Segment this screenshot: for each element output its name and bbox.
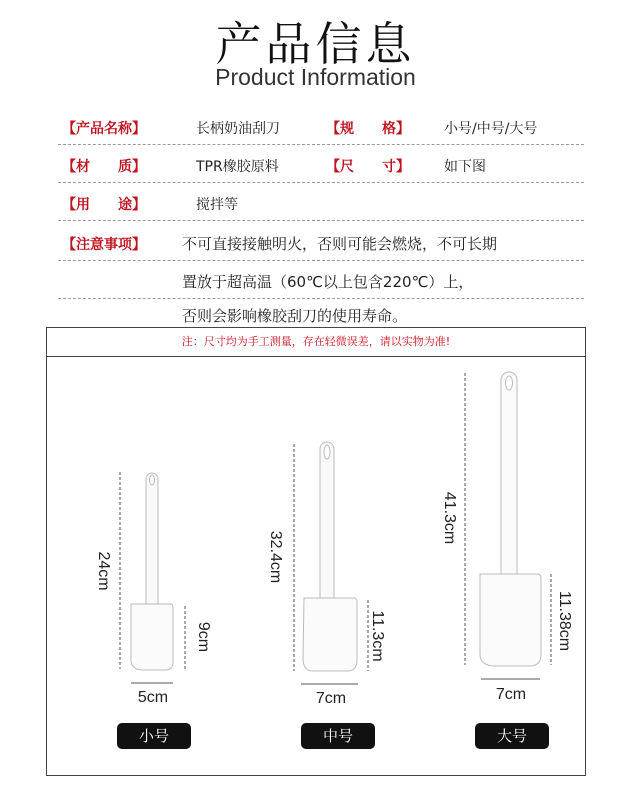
caution-line: 不可直接接触明火，否则可能会燃烧，不可长期 bbox=[182, 235, 498, 253]
spec-label: 【产品名称】 bbox=[62, 121, 146, 137]
dimension-label: 11.3cm bbox=[369, 610, 386, 662]
spec-row-name bbox=[58, 108, 584, 145]
measurement-note: 注：尺寸均为手工测量，存在轻微误差，请以实物为准! bbox=[47, 328, 585, 357]
size-tag-small: 小号 bbox=[117, 723, 191, 749]
spec-label: 【规 格】 bbox=[326, 121, 410, 137]
caution-row-1 bbox=[58, 224, 584, 261]
spec-value: 长柄奶油刮刀 bbox=[196, 121, 280, 137]
size-tag-large: 大号 bbox=[475, 723, 549, 749]
spec-value: 如下图 bbox=[444, 159, 486, 175]
caution-row-2 bbox=[58, 262, 584, 299]
spec-label: 【用 途】 bbox=[62, 197, 146, 213]
spec-value: TPR橡胶原料 bbox=[196, 159, 279, 175]
spec-label: 【尺 寸】 bbox=[326, 159, 410, 175]
caution-line: 置放于超高温（60℃以上包含220℃）上， bbox=[182, 273, 474, 291]
spatula-medium bbox=[303, 442, 357, 671]
caution-line: 否则会影响橡胶刮刀的使用寿命。 bbox=[182, 307, 408, 325]
spatula-illustration bbox=[47, 328, 585, 775]
caution-label: 【注意事项】 bbox=[62, 237, 146, 253]
page-title: 产品信息 bbox=[215, 17, 416, 71]
dimension-label: 9cm bbox=[195, 621, 212, 653]
dimension-label: 41.3cm bbox=[441, 491, 458, 545]
spec-value: 小号/中号/大号 bbox=[444, 121, 538, 137]
dimension-label: 5cm bbox=[137, 689, 169, 706]
spec-value: 搅拌等 bbox=[196, 197, 238, 213]
spec-row-material bbox=[58, 146, 584, 183]
dimension-label: 11.38cm bbox=[556, 590, 573, 652]
dimension-label: 24cm bbox=[95, 551, 112, 591]
spec-row-usage bbox=[58, 184, 584, 221]
spatula-large bbox=[480, 372, 541, 666]
spatula-small bbox=[131, 473, 173, 670]
page-subtitle: Product Information bbox=[215, 64, 416, 90]
spec-label: 【材 质】 bbox=[62, 159, 146, 175]
size-panel bbox=[46, 327, 586, 776]
size-tag-medium: 中号 bbox=[301, 723, 375, 749]
dimension-label: 7cm bbox=[315, 690, 347, 707]
dimension-label: 7cm bbox=[495, 686, 527, 703]
dimension-label: 32.4cm bbox=[267, 530, 284, 584]
